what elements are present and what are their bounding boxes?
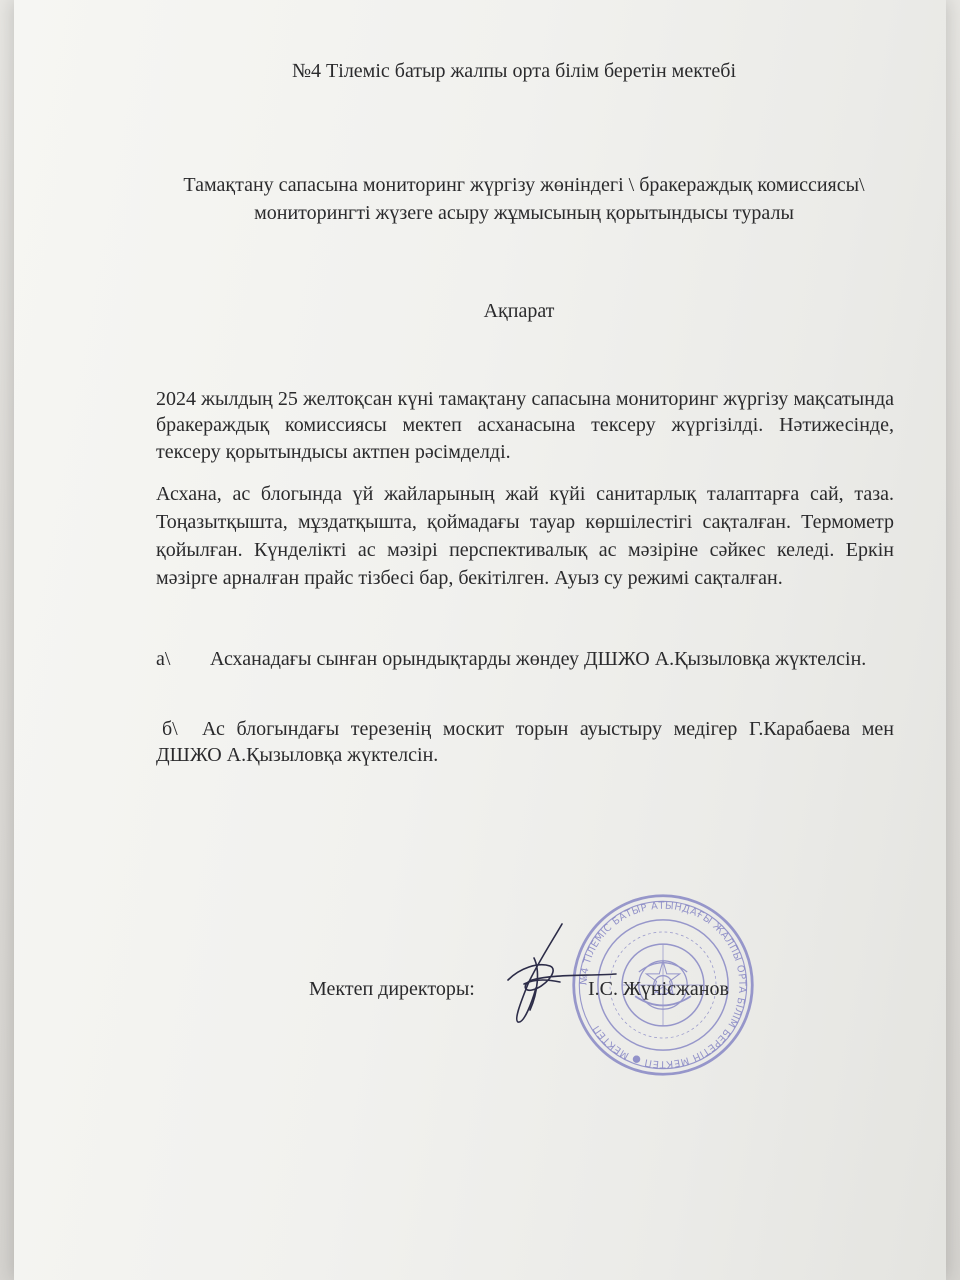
paragraph-inspection: 2024 жылдың 25 желтоқсан күні тамақтану сапасына мониторинг жүргізу мақсатында бракераждық комиссиясы мектеп асханасына тексеру жүргізілді. Нәтижесінде, тексеру қорытындысы актпен рәсімделді. xyxy=(156,388,894,463)
school-name: №4 Тілеміс батыр жалпы орта білім беретін мектебі xyxy=(291,60,737,82)
list-item-a-text: Асханадағы сынған орындықтарды жөндеу ДШЖО А.Қызыловқа жүктелсін. xyxy=(210,648,867,670)
document-title: Тамақтану сапасына мониторинг жүргізу жөніндегі \ бракераждық комиссиясы\ мониторингті жүзеге асыру жұмысының қорытындысы туралы xyxy=(183,174,865,224)
list-marker-a: а\ xyxy=(156,648,171,670)
list-item-b-text: Ас блогындағы терезенің москит торын ауыстыру медігер Г.Карабаева мен ДШЖО А.Қызыловқа жүктелсін. xyxy=(156,718,894,767)
list-marker-b: б\ xyxy=(162,718,178,740)
stamp-ring-text: №4 ТІЛЕМІС БАТЫР АТЫНДАҒЫ ЖАЛПЫ ОРТА БІЛІМ БЕРЕТІН МЕКТЕП ● МЕКТЕП xyxy=(578,900,748,1070)
list-item-a xyxy=(156,646,894,672)
signature-label: Мектеп директоры: xyxy=(309,978,475,1000)
paper-sheet xyxy=(14,0,946,1280)
signature-icon xyxy=(484,918,624,1028)
document-heading: Ақпарат xyxy=(483,300,555,322)
paragraph-findings: Асхана, ас блогында үй жайларының жай күйі санитарлық талаптарға сай, таза. Тоңазытқышта, мұздатқышта, қоймадағы тауар көршілестігі сақталған. Термометр қойылған. Күнделікті ас мәзірі перспективалық ас мәзіріне сәйкес келеді. Еркін мәзірге арналған прайс тізбесі бар, бекітілген. Ауыз су режимі сақталған. xyxy=(156,483,894,589)
list-item-b xyxy=(156,716,894,769)
signatory-name: І.С. Жүнісжанов xyxy=(588,978,729,1000)
